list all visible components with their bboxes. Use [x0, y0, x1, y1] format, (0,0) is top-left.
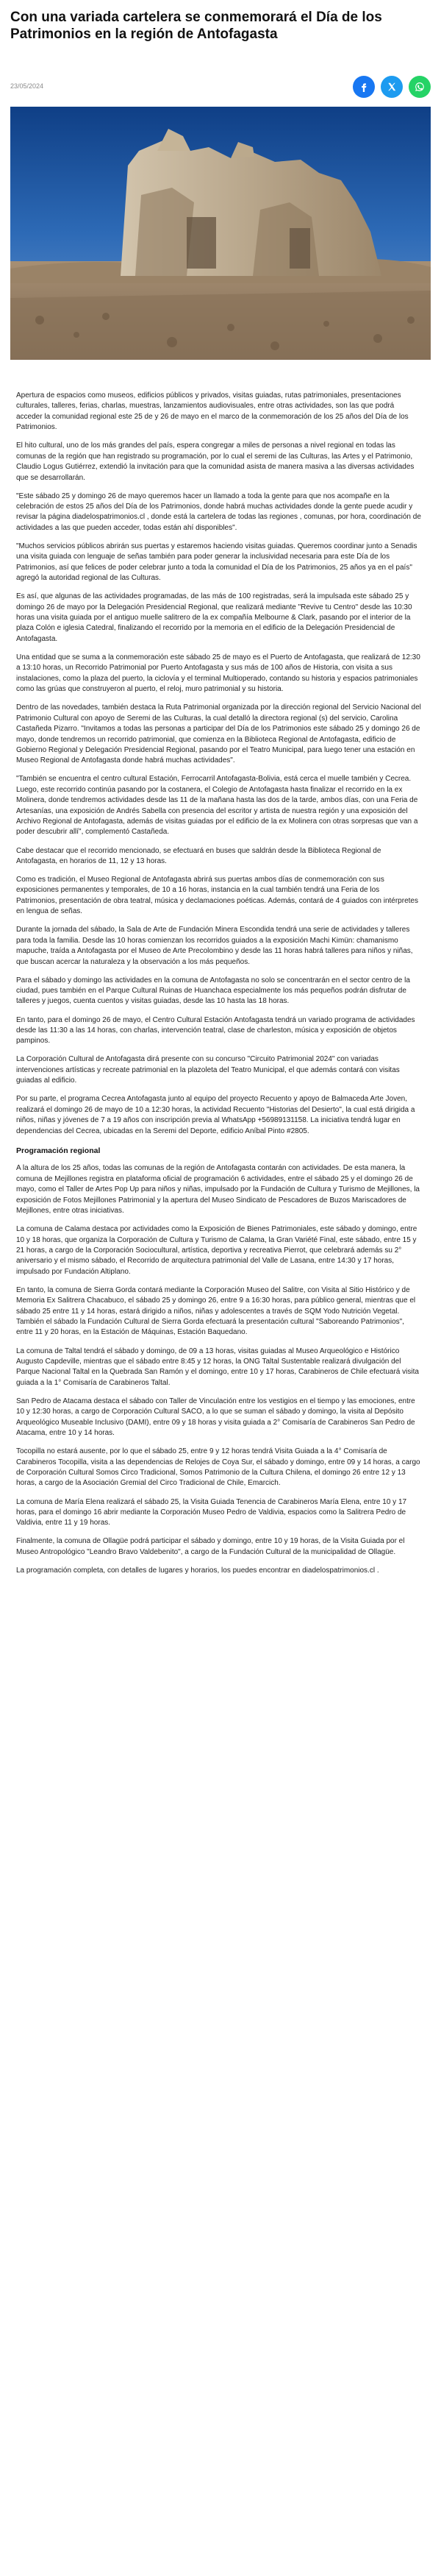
share-buttons: [353, 76, 431, 98]
paragraph: Apertura de espacios como museos, edificios públicos y privados, visitas guiadas, rutas patrimoniales, presentaciones culturales, talleres, ferias, charlas, muestras, lanzamientos audiovisuales, entre otras actividades, son las que podrá acceder la comunidad regional este 25 de y 26 de mayo en el marco de la conmemoración de los 25 años del Día de los Patrimonios.: [16, 391, 409, 432]
article-meta: [10, 76, 431, 98]
paragraph: Es así, que algunas de las actividades programadas, de las más de 100 registradas, será la impulsada este sábado 25 y domingo 26 de mayo por la Delegación Presidencial Regional, que realizará mediante "Revive tu Centro" desde las 10:30 horas una visita guiada por el antiguo muelle salitrero de la ex compañía Melbourne & Clark, pasando por el interior de la plaza Colón e iglesia Catedral, finalizando el recorrido por la memoria en el edificio de la Delegación Presidencial de Antofagasta.: [16, 592, 412, 643]
paragraph: La Corporación Cultural de Antofagasta dirá presente con su concurso "Circuito Patrimonial 2024" con variadas intervenciones artísticas y recreate patrimonial en la plazoleta del Teatro Municipal, el que además contará con visitas guiadas al edificio.: [16, 1055, 400, 1085]
paragraph: La programación completa, con detalles de lugares y horarios, los puedes encontrar en diadelospatrimonios.cl .: [16, 1566, 379, 1575]
whatsapp-icon: [415, 82, 425, 92]
paragraph: Finalmente, la comuna de Ollagüe podrá participar el sábado y domingo, entre 10 y 19 horas, de la Visita Guiada por el Museo Antropológico "Leandro Bravo Valdebenito", a cargo de la Fundación Cultural de la municipalidad de Ollagüe.: [16, 1537, 405, 1556]
paragraph: A la altura de los 25 años, todas las comunas de la región de Antofagasta contarán con actividades. De esta manera, la comuna de Mejillones registra en plataforma oficial de programación 6 actividades, entre el sábado 25 y el domingo 26 de mayo, como el Taller de Artes Pop Up para niños y niñas, impulsado por la Fundación de Cultura y Turismo de Mejillones, la exposición de Fotos Mejillones Patrimonial y la apertura del Museo Sindicato de Pescadores de Buzos Mariscadores de Mejillones, entre otras iniciativas.: [16, 1164, 420, 1216]
article-body: [16, 391, 422, 1584]
share-x-button[interactable]: [381, 76, 403, 98]
paragraph: Como es tradición, el Museo Regional de Antofagasta abrirá sus puertas ambos días de conmemoración con sus exposiciones permanentes y temporales, de 10 a 16 horas, instancia en la cual también tendrá una Feria de los Patrimonios, presentación de obra teatral, música y declamaciones poéticas. Además, contará de 4 guiados con intérpretes en lengua de señas.: [16, 876, 418, 916]
share-facebook-button[interactable]: [353, 76, 375, 98]
paragraph: La comuna de María Elena realizará el sábado 25, la Visita Guiada Tenencia de Carabineros María Elena, entre 10 y 17 horas, para el domingo 16 abrir mediante la Corporación Museo Pedro de Valdivia, espacios como la Salitrera Pedro de Valdivia, entre 11 y 19 horas.: [16, 1497, 407, 1527]
paragraph: Durante la jornada del sábado, la Sala de Arte de Fundación Minera Escondida tendrá una serie de actividades y talleres para toda la familia. Desde las 10 horas comienzan los recorridos guiados a la exposición Machi Kimün: chamanismo mapuche, traída a Antofagasta por el Museo de Arte Precolombino y desde las 11 horas habrá talleres para niños y niñas, que buscan acercar la naturaleza y la observación a los más pequeños.: [16, 926, 413, 966]
paragraph: La comuna de Taltal tendrá el sábado y domingo, de 09 a 13 horas, visitas guiadas al Museo Arqueológico e Histórico Augusto Capdeville, mientras que el sábado entre 8:45 y 12 horas, la ONG Taltal Sustentable realizará divulgación del Parque Nacional Taltal en la Quebrada San Ramón y el domingo, entre 10 y 17 horas, Carabineros de Chile efectuará visita guiada a la 1° Comisaría de Carabineros Taltal.: [16, 1346, 419, 1387]
article-title: Con una variada cartelera se conmemorará el Día de los Patrimonios en la región de Antofagasta: [10, 10, 382, 42]
paragraph: Por su parte, el programa Cecrea Antofagasta junto al equipo del proyecto Recuento y apoyo de Balmaceda Arte Joven, realizará el domingo 26 de mayo de 10 a 12:30 horas, la actividad Recuento "Historias del Desierto", la cual está dirigida a niños, niñas y jóvenes de 7 a 19 años con inscripción previa al WhatsApp +56989131158. La iniciativa tendrá lugar en dependencias del Cecrea, ubicadas en la Seremi del Deporte, edificio Aníbal Pinto #2805.: [16, 1095, 415, 1135]
section-heading: Programación regional: [16, 1146, 101, 1155]
paragraph: "Muchos servicios públicos abrirán sus puertas y estaremos haciendo visitas guiadas. Queremos coordinar junto a Senadis una visita guiada con lenguaje de señas también para poder generar la inclusividad necesaria para este Día de los Patrimonios, así que felices de poder celebrar junto a toda la comunidad el Día de los Patrimonios, 25 años ya en el país" agregó la autoridad regional de las Culturas.: [16, 542, 417, 583]
paragraph: En tanto, para el domingo 26 de mayo, el Centro Cultural Estación Antofagasta tendrá un variado programa de actividades desde las 11:30 a las 14 horas, con charlas, intervención teatral, clase de charleston, música y exposición de objetos pampinos.: [16, 1015, 415, 1046]
paragraph: La comuna de Calama destaca por actividades como la Exposición de Bienes Patrimoniales, este sábado y domingo, entre 10 y 18 horas, que organiza la Corporación de Cultura y Turismo de Calama, la Gran Variété Final, este sábado, entre 15 y 21 horas, a cargo de la Corporación Sociocultural, artística, deportiva y recreativa Pierrot, que celebrará además su 2° aniversario y el mismo sábado, el Recorrido de arquitectura patrimonial del Valle de Lasana, entre 14:30 y 17 horas, impulsado por Fundación Altiplano.: [16, 1225, 417, 1276]
paragraph: En tanto, la comuna de Sierra Gorda contará mediante la Corporación Museo del Salitre, con Visita al Sitio Histórico y de Memoria Ex Salitrera Chacabuco, el sábado 25 y domingo 26, entre 9 a 16:30 horas, para público general, mientras que el sábado 25 entre 11 y 14 horas, estará dirigido a niños, niñas y adolescentes a través de SQM Yodo Nutrición Vegetal. También el sábado la Fundación Cultural de Sierra Gorda efectuará la presentación cultural "Saboreando Patrimonios", entre 11 y 20 horas, en la Estación de Máquinas, Estación Baquedano.: [16, 1285, 416, 1337]
photo-ruins-desert-icon: [10, 107, 431, 360]
paragraph: "También se encuentra el centro cultural Estación, Ferrocarril Antofagasta-Bolivia, está cerca el muelle también y Cecrea. Luego, este recorrido continúa pasando por la costanera, el Colegio de Antofagasta hasta finalizar el recorrido en la ex Molinera, donde tendremos actividades desde las 11 de la mañana hasta las dos de la tarde, ambos días, con una Feria de Artesanías, una exposición de Andrés Sabella con presencia del escritor y artista de nuestra región y una exposición del Archivo Regional de Antofagasta, además de visitas guiadas por el edificio de la ex Molinera con otras sorpresas que van a poder descubrir allí", complementó Castañeda.: [16, 775, 418, 837]
paragraph: Una entidad que se suma a la conmemoración este sábado 25 de mayo es el Puerto de Antofagasta, que realizará de 12:30 a 13:10 horas, un Recorrido Patrimonial por Puerto Antofagasta y sus más de 100 años de Historia, con visita a sus instalaciones, como la plaza del puerto, la ciclovía y el terminal Multioperado, contando su historia y espacios patrimoniales como las grúas que construyeron al puerto, el reloj, muro patrimonial y su historia.: [16, 653, 420, 694]
paragraph: Tocopilla no estará ausente, por lo que el sábado 25, entre 9 y 12 horas tendrá Visita Guiada a la 4° Comisaría de Carabineros Tocopilla, visita a las dependencias de Relojes de Coya Sur, el sábado y domingo, entre 09 y 14 horas, a cargo de Corporación Cultural Somos Circo Tradicional, Somos Patrimonio de la Cultura Chilena, el domingo 26 entre 12 y 13 horas, a cargo de la Asociación Gremial del Circo Tradicional de Chile, Emarcich.: [16, 1447, 420, 1488]
paragraph: Dentro de las novedades, también destaca la Ruta Patrimonial organizada por la dirección regional del Servicio Nacional del Patrimonio Cultural con apoyo de Seremi de las Culturas, la cual detalló la directora regional (s) del servicio, Carolina Castañeda Pizarro. "Invitamos a todas las personas a participar del Día de los Patrimonios este sábado 25 y domingo 26 de mayo, donde tendremos un recorrido patrimonial, que comienza en la Biblioteca Regional de Antofagasta, edificio de Gobierno Regional y Delegación Presidencial Regional, pasando por el Teatro Municipal, para luego tener una estación en Museo Regional de Antofagasta donde habrá muchas actividades".: [16, 703, 421, 765]
paragraph: El hito cultural, uno de los más grandes del país, espera congregar a miles de personas a nivel regional en todas las comunas de la región que han registrado su programación, por lo cual el seremi de las Culturas, las Artes y el Patrimonio, Claudio Logus Gutiérrez, extendió la invitación para que la comunidad asista de manera masiva a las diversas actividades que se desarrollarán.: [16, 441, 415, 482]
paragraph: Cabe destacar que el recorrido mencionado, se efectuará en buses que saldrán desde la Biblioteca Regional de Antofagasta, en horarios de 11, 12 y 13 horas.: [16, 846, 381, 865]
facebook-icon: [359, 82, 369, 92]
x-icon: [387, 82, 397, 92]
paragraph: San Pedro de Atacama destaca el sábado con Taller de Vinculación entre los vestigios en el tiempo y las emociones, entre 10 y 12:30 horas, a cargo de Corporación Cultural SACO, a lo que se suman el sábado y domingo, la visita al Depósito Arqueológico Museable Inclusivo (DAMI), entre 09 y 18 horas y visita guiada a 2° Comisaría de Carabineros San Pedro de Atacama, entre 10 y 14 horas.: [16, 1397, 415, 1438]
hero-photo: [10, 107, 431, 360]
publish-date: 23/05/2024: [10, 82, 44, 90]
paragraph: "Este sábado 25 y domingo 26 de mayo queremos hacer un llamado a toda la gente para que nos acompañe en la celebración de estos 25 años del Día de los Patrimonios, donde habrá muchas actividades donde la gente puede acudir y revisar la página diadelospatrimonios.cl , donde está la cartelera de todas las regiones , comunas, por hora, coordinación de actividades a las que pueden acceder, todas están ahí disponibles".: [16, 492, 421, 532]
paragraph: Para el sábado y domingo las actividades en la comuna de Antofagasta no solo se concentrarán en el sector centro de la ciudad, pues también en el Parque Cultural Ruinas de Huanchaca especialmente los más pequeños podrán disfrutar de talleres y juegos, cuenta cuentos y visitas guiadas, desde las 10 hasta las 18 horas.: [16, 976, 410, 1006]
share-whatsapp-button[interactable]: [409, 76, 431, 98]
